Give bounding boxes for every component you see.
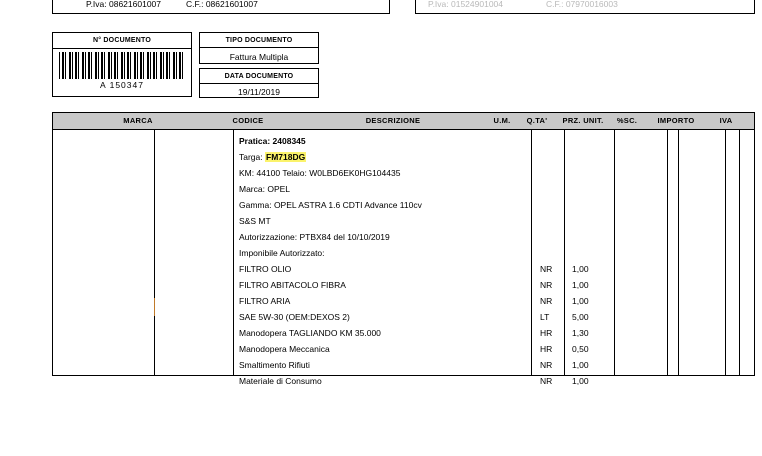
practice-info-line: S&S MT bbox=[239, 216, 271, 226]
highlighted-plate: FM718DG bbox=[266, 152, 306, 162]
table-row: FILTRO OLIO bbox=[239, 264, 292, 274]
row-qta: 5,00 bbox=[572, 312, 589, 322]
line-items-table bbox=[52, 112, 755, 386]
table-row: SAE 5W-30 (OEM:DEXOS 2) bbox=[239, 312, 350, 322]
supplier-info-box bbox=[52, 0, 390, 14]
table-row: Smaltimento Rifiuti bbox=[239, 360, 310, 370]
description-column bbox=[239, 133, 529, 389]
row-qta: 1,00 bbox=[572, 376, 589, 386]
customer-info-box bbox=[415, 0, 755, 14]
row-um: NR bbox=[540, 376, 553, 386]
column-header: U.M. bbox=[493, 116, 511, 125]
customer-cf: C.F.: 07970016003 bbox=[546, 0, 618, 9]
document-type-value: Fattura Multipla bbox=[229, 52, 289, 62]
row-um: NR bbox=[540, 296, 553, 306]
practice-info-line: Pratica: 2408345 bbox=[239, 136, 306, 146]
row-um: NR bbox=[540, 360, 553, 370]
row-um: NR bbox=[540, 264, 553, 274]
info-line-text: Targa: bbox=[239, 152, 265, 162]
column-divider bbox=[739, 130, 740, 376]
column-divider bbox=[154, 130, 155, 376]
document-date-label: DATA DOCUMENTO bbox=[200, 69, 318, 84]
column-divider bbox=[667, 130, 668, 376]
document-type-label: TIPO DOCUMENTO bbox=[200, 33, 318, 48]
column-divider bbox=[678, 130, 679, 376]
practice-info-line: KM: 44100 Telaio: W0LBD6EK0HG104435 bbox=[239, 168, 401, 178]
practice-info-line: Autorizzazione: PTBX84 del 10/10/2019 bbox=[239, 232, 390, 242]
column-header: IMPORTO bbox=[657, 116, 695, 125]
practice-info-line: Gamma: OPEL ASTRA 1.6 CDTI Advance 110cv bbox=[239, 200, 422, 210]
supplier-piva: P.Iva: 08621601007 bbox=[86, 0, 161, 9]
table-row: Manodopera TAGLIANDO KM 35.000 bbox=[239, 328, 381, 338]
document-date-box bbox=[199, 68, 319, 98]
table-header-row bbox=[53, 113, 754, 130]
row-um: LT bbox=[540, 312, 550, 322]
column-header: IVA bbox=[719, 116, 733, 125]
row-qta: 1,00 bbox=[572, 264, 589, 274]
document-number-value: A 150347 bbox=[100, 80, 144, 90]
customer-piva: P.Iva: 01524901004 bbox=[428, 0, 503, 9]
column-header: DESCRIZIONE bbox=[365, 116, 421, 125]
table-row: Manodopera Meccanica bbox=[239, 344, 330, 354]
table-body bbox=[53, 130, 754, 386]
practice-info-line: Marca: OPEL bbox=[239, 184, 291, 194]
column-header: Q.TA' bbox=[526, 116, 548, 125]
column-header: PRZ. UNIT. bbox=[562, 116, 604, 125]
column-divider bbox=[614, 130, 615, 376]
row-qta: 1,00 bbox=[572, 280, 589, 290]
practice-info-line: Imponibile Autorizzato: bbox=[239, 248, 325, 258]
column-header: CODICE bbox=[232, 116, 264, 125]
column-tick bbox=[154, 298, 155, 316]
row-qta: 1,30 bbox=[572, 328, 589, 338]
column-header: MARCA bbox=[123, 116, 153, 125]
row-qta: 1,00 bbox=[572, 360, 589, 370]
table-row: FILTRO ABITACOLO FIBRA bbox=[239, 280, 346, 290]
column-divider bbox=[531, 130, 532, 376]
document-type-box bbox=[199, 32, 319, 64]
column-divider bbox=[564, 130, 565, 376]
table-row: Materiale di Consumo bbox=[239, 376, 322, 386]
row-qta: 1,00 bbox=[572, 296, 589, 306]
column-divider bbox=[233, 130, 234, 376]
row-um: HR bbox=[540, 328, 553, 338]
column-header: %SC. bbox=[616, 116, 638, 125]
row-um: HR bbox=[540, 344, 553, 354]
practice-info-line bbox=[239, 149, 529, 165]
document-number-label: N° DOCUMENTO bbox=[53, 33, 191, 49]
document-number-box bbox=[52, 32, 192, 97]
row-qta: 0,50 bbox=[572, 344, 589, 354]
column-divider bbox=[725, 130, 726, 376]
row-um: NR bbox=[540, 280, 553, 290]
supplier-cf: C.F.: 08621601007 bbox=[186, 0, 258, 9]
table-row: FILTRO ARIA bbox=[239, 296, 291, 306]
barcode-image bbox=[59, 52, 185, 79]
document-date-value: 19/11/2019 bbox=[238, 87, 280, 97]
